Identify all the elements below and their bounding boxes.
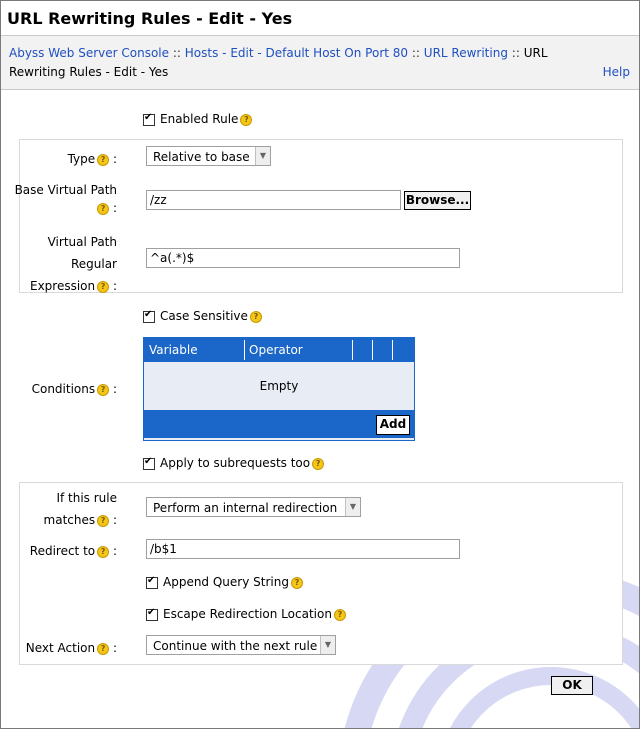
base-path-input[interactable] bbox=[146, 190, 401, 210]
column-divider bbox=[244, 340, 245, 360]
type-label-cell bbox=[1, 148, 117, 170]
colon: : bbox=[112, 201, 117, 215]
help-icon[interactable]: ? bbox=[97, 515, 109, 527]
if-rule-label-line1: If this rule bbox=[56, 491, 117, 505]
breadcrumb-separator: :: bbox=[411, 46, 420, 60]
redirect-input[interactable] bbox=[146, 539, 460, 559]
title-bar bbox=[1, 1, 639, 36]
type-label: Type bbox=[67, 152, 96, 166]
enabled-rule-checkbox[interactable] bbox=[143, 114, 155, 126]
type-select[interactable] bbox=[146, 146, 271, 166]
base-path-label: Base Virtual Path bbox=[14, 183, 117, 197]
chevron-down-icon: ▼ bbox=[345, 498, 360, 516]
redirect-label: Redirect to bbox=[29, 544, 96, 558]
help-icon[interactable]: ? bbox=[240, 114, 252, 126]
help-icon[interactable]: ? bbox=[312, 458, 324, 470]
help-link[interactable]: Help bbox=[602, 65, 630, 79]
base-path-label-cell bbox=[1, 181, 117, 217]
colon: : bbox=[112, 152, 117, 166]
case-sensitive-checkbox[interactable] bbox=[143, 311, 155, 323]
colon: : bbox=[112, 641, 117, 655]
help-icon[interactable]: ? bbox=[97, 546, 109, 558]
next-action-label: Next Action bbox=[25, 641, 96, 655]
breadcrumb-current-part1: URL bbox=[523, 46, 548, 60]
column-divider bbox=[392, 340, 393, 360]
column-divider bbox=[352, 340, 353, 360]
next-action-label-cell bbox=[1, 637, 117, 659]
escape-redirect-checkbox[interactable] bbox=[146, 609, 158, 621]
help-icon[interactable]: ? bbox=[250, 311, 262, 323]
conditions-table-header bbox=[144, 338, 414, 362]
regex-label-line1: Virtual Path bbox=[47, 235, 117, 249]
apply-subrequests-row bbox=[143, 456, 324, 470]
case-sensitive-label: Case Sensitive bbox=[160, 309, 248, 323]
redirect-label-cell bbox=[1, 540, 117, 562]
breadcrumb bbox=[1, 36, 639, 90]
colon: : bbox=[112, 544, 117, 558]
enabled-rule-label: Enabled Rule bbox=[160, 112, 239, 126]
help-icon[interactable]: ? bbox=[97, 203, 109, 215]
conditions-label: Conditions bbox=[31, 382, 96, 396]
conditions-label-cell bbox=[1, 378, 117, 400]
breadcrumb-console-link[interactable]: Abyss Web Server Console bbox=[9, 46, 170, 60]
if-rule-label-cell bbox=[1, 487, 117, 531]
browse-button[interactable]: Browse... bbox=[404, 191, 471, 210]
breadcrumb-separator: :: bbox=[172, 46, 181, 60]
regex-label-cell bbox=[1, 231, 117, 297]
type-select-value: Relative to base bbox=[153, 150, 250, 164]
colon: : bbox=[112, 279, 117, 293]
append-qs-checkbox[interactable] bbox=[146, 577, 158, 589]
append-qs-label: Append Query String bbox=[163, 575, 289, 589]
add-condition-button[interactable]: Add bbox=[376, 415, 410, 435]
help-icon[interactable]: ? bbox=[291, 577, 303, 589]
chevron-down-icon: ▼ bbox=[320, 636, 335, 654]
apply-subrequests-label: Apply to subrequests too bbox=[160, 456, 311, 470]
regex-input[interactable] bbox=[146, 248, 460, 268]
help-icon[interactable]: ? bbox=[97, 384, 109, 396]
next-action-select-value: Continue with the next rule bbox=[153, 639, 318, 653]
breadcrumb-current-part2: Rewriting Rules - Edit - Yes bbox=[9, 65, 169, 79]
colon: : bbox=[112, 513, 117, 527]
help-icon[interactable]: ? bbox=[334, 609, 346, 621]
if-rule-select[interactable] bbox=[146, 497, 361, 517]
escape-redirect-label: Escape Redirection Location bbox=[163, 607, 332, 621]
case-sensitive-row bbox=[143, 309, 262, 323]
column-header-operator: Operator bbox=[249, 343, 303, 357]
append-qs-row bbox=[146, 575, 303, 589]
conditions-table-footer bbox=[144, 410, 414, 438]
conditions-table bbox=[143, 337, 415, 441]
help-icon[interactable]: ? bbox=[97, 643, 109, 655]
page-title: URL Rewriting Rules - Edit - Yes bbox=[7, 9, 293, 28]
if-rule-select-value: Perform an internal redirection bbox=[153, 501, 338, 515]
ok-button[interactable]: OK bbox=[551, 676, 593, 695]
enabled-rule-row bbox=[143, 112, 252, 126]
breadcrumb-host-link[interactable]: Hosts - Edit - Default Host On Port 80 bbox=[184, 46, 409, 60]
if-rule-label-line2: matches bbox=[43, 513, 96, 527]
help-icon[interactable]: ? bbox=[97, 281, 109, 293]
breadcrumb-separator: :: bbox=[511, 46, 520, 60]
apply-subrequests-checkbox[interactable] bbox=[143, 458, 155, 470]
column-header-variable: Variable bbox=[149, 343, 198, 357]
escape-redirect-row bbox=[146, 607, 346, 621]
breadcrumb-url-rewriting-link[interactable]: URL Rewriting bbox=[423, 46, 508, 60]
conditions-empty-text: Empty bbox=[259, 379, 299, 393]
help-icon[interactable]: ? bbox=[97, 154, 109, 166]
column-divider bbox=[372, 340, 373, 360]
regex-label-line3: Expression bbox=[29, 279, 96, 293]
colon: : bbox=[112, 382, 117, 396]
chevron-down-icon: ▼ bbox=[255, 147, 270, 165]
next-action-select[interactable] bbox=[146, 635, 336, 655]
regex-label-line2: Regular bbox=[70, 257, 117, 271]
